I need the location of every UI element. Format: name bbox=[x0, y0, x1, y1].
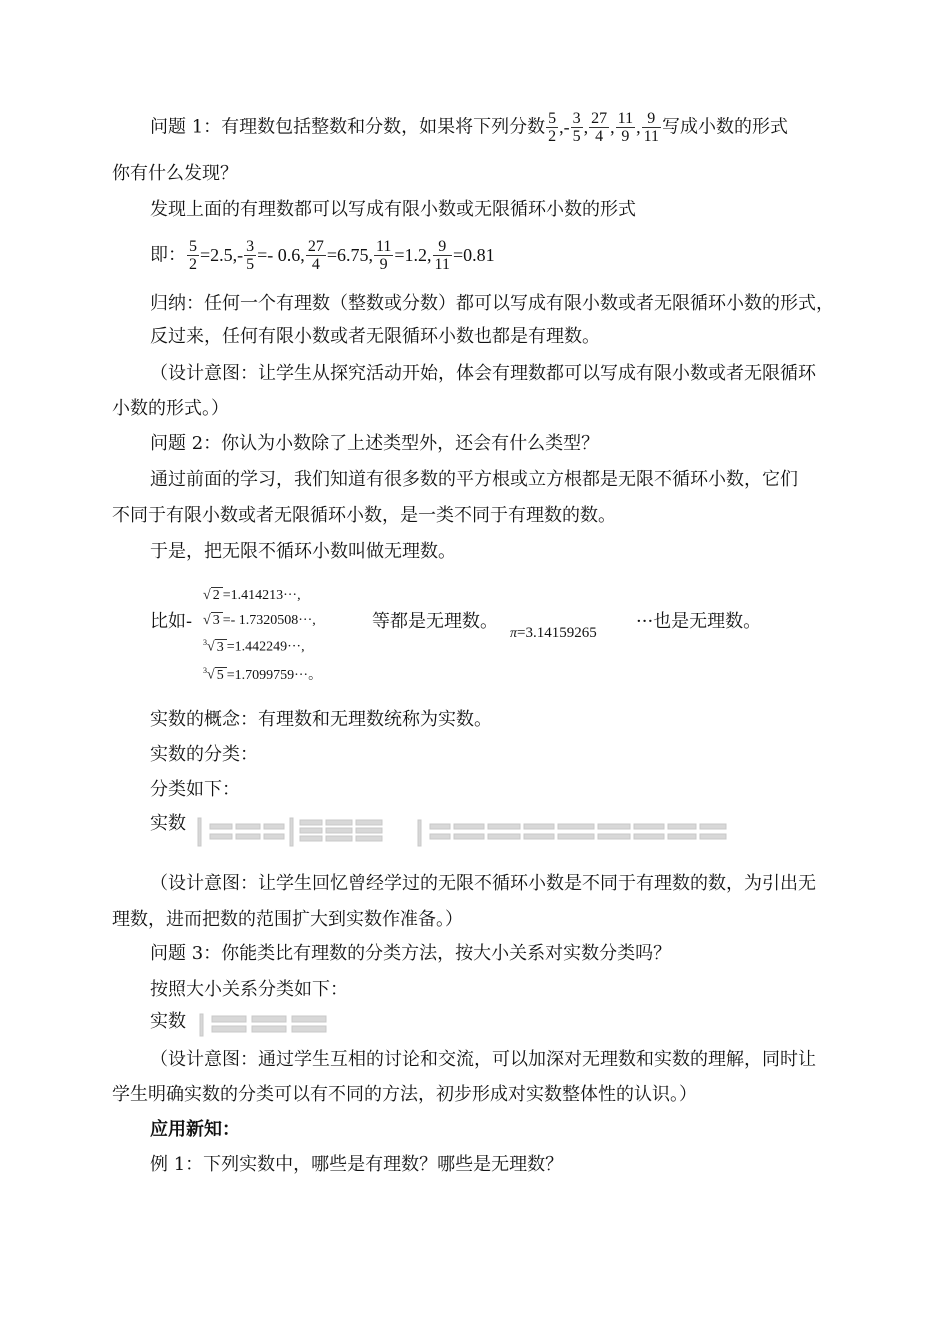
question-2: 问题 2：你认为小数除了上述类型外，还会有什么类型？ bbox=[150, 433, 600, 454]
decimal-value: =1.2, bbox=[394, 244, 432, 265]
sqrt2-example bbox=[203, 588, 301, 604]
cbrt5-value: =1.7099759···。 bbox=[226, 668, 323, 683]
real-label-2: 实数 bbox=[150, 1011, 186, 1032]
fraction-numerator: 3 bbox=[246, 238, 255, 255]
irrational-definition: 于是，把无限不循环小数叫做无理数。 bbox=[150, 541, 456, 562]
fraction-numerator: 11 bbox=[617, 110, 634, 127]
fraction-denominator: 9 bbox=[379, 256, 388, 273]
fraction-denominator: 2 bbox=[548, 128, 557, 145]
fraction bbox=[244, 238, 256, 273]
sqrt-symbol: √ 2 bbox=[203, 588, 223, 604]
sqrt3-value: =- 1.7320508···, bbox=[222, 613, 316, 628]
pi-value: =3.14159265 bbox=[517, 625, 597, 641]
design-intent-1-line-1: （设计意图：让学生从探究活动开始，体会有理数都可以写成有限小数或者无限循环 bbox=[150, 363, 816, 384]
classification-below: 分类如下： bbox=[150, 779, 240, 800]
question-3: 问题 3：你能类比有理数的分类方法，按大小关系对实数分类吗？ bbox=[150, 943, 672, 964]
summary-line-1: 归纳：任何一个有理数（整数或分数）都可以写成有限小数或者无限循环小数的形式， bbox=[150, 293, 834, 314]
fraction bbox=[546, 110, 558, 145]
question-1-line bbox=[150, 110, 788, 145]
pi-example bbox=[510, 625, 597, 642]
design-intent-1-line-2: 小数的形式。） bbox=[112, 398, 229, 419]
fraction bbox=[433, 238, 452, 273]
design-intent-3-line-2: 学生明确实数的分类可以有不同的方法，初步形成对实数整体性的认识。） bbox=[112, 1084, 697, 1105]
fraction-denominator: 11 bbox=[643, 128, 659, 145]
cbrt5-example bbox=[203, 664, 322, 684]
fraction-numerator: 5 bbox=[189, 238, 197, 255]
design-intent-3-line-1: （设计意图：通过学生互相的讨论和交流，可以加深对无理数和实数的理解，同时让 bbox=[150, 1049, 816, 1070]
question-1-tail: 写成小数的形式 bbox=[661, 116, 788, 138]
fraction-separator: ,- bbox=[559, 116, 570, 137]
cube-root-symbol: $^3$√ 3 bbox=[203, 638, 227, 656]
real-label-1: 实数 bbox=[150, 813, 186, 834]
decimal-value: =- 0.6, bbox=[257, 244, 305, 265]
fraction-denominator: 5 bbox=[572, 128, 581, 145]
decimal-value: =6.75, bbox=[326, 244, 373, 265]
equations-lead: 即： bbox=[150, 244, 186, 266]
fraction-numerator: 11 bbox=[375, 238, 392, 255]
fraction-separator: , bbox=[636, 116, 641, 137]
fraction-denominator: 4 bbox=[595, 128, 604, 145]
decimal-equations bbox=[150, 238, 495, 273]
apply-new-knowledge-heading: 应用新知： bbox=[150, 1119, 240, 1140]
decimal-value: =2.5,- bbox=[200, 244, 244, 265]
fraction bbox=[374, 238, 393, 273]
fraction bbox=[187, 238, 199, 273]
real-number-concept: 实数的概念：有理数和无理数统称为实数。 bbox=[150, 709, 492, 730]
fraction-numerator: 27 bbox=[591, 110, 608, 127]
fraction bbox=[616, 110, 635, 145]
fraction-separator: , bbox=[583, 116, 589, 137]
fraction-numerator: 5 bbox=[548, 110, 557, 127]
by-size-classification: 按照大小关系分类如下： bbox=[150, 979, 348, 1000]
sqrt2-value: =1.414213···, bbox=[222, 588, 301, 603]
finding-text: 发现上面的有理数都可以写成有限小数或无限循环小数的形式 bbox=[150, 199, 636, 220]
fraction bbox=[571, 110, 583, 145]
design-intent-2-line-1: （设计意图：让学生回忆曾经学过的无限不循环小数是不同于有理数的数，为引出无 bbox=[150, 873, 816, 894]
pi-tail: ···也是无理数。 bbox=[636, 611, 762, 632]
equation-list bbox=[186, 238, 495, 273]
fraction-denominator: 2 bbox=[189, 256, 197, 273]
fraction-denominator: 4 bbox=[311, 256, 320, 273]
decimal-value: =0.81 bbox=[452, 244, 495, 265]
sqrt3-example bbox=[203, 613, 316, 629]
fraction bbox=[589, 110, 609, 145]
design-intent-2-line-2: 理数，进而把数的范围扩大到实数作准备。） bbox=[112, 909, 463, 930]
fraction bbox=[306, 238, 326, 273]
fraction bbox=[642, 110, 661, 145]
fraction-numerator: 3 bbox=[572, 110, 581, 127]
cbrt3-example bbox=[203, 638, 305, 656]
summary-line-2: 反过来，任何有限小数或者无限循环小数也都是有理数。 bbox=[150, 326, 600, 347]
fraction-separator: , bbox=[610, 116, 615, 137]
fraction-list bbox=[545, 110, 662, 145]
cbrt3-value: =1.442249···, bbox=[226, 639, 305, 655]
classification-diagram-image bbox=[196, 812, 756, 852]
pi-symbol: π bbox=[510, 626, 518, 641]
question-1-lead: 问题 1：有理数包括整数和分数，如果将下列分数 bbox=[150, 116, 546, 138]
fraction-numerator: 9 bbox=[433, 238, 452, 256]
fraction-denominator: 5 bbox=[246, 256, 255, 273]
study-line-2: 不同于有限小数或者无限循环小数，是一类不同于有理数的数。 bbox=[112, 505, 616, 526]
example-1: 例 1：下列实数中，哪些是有理数？哪些是无理数？ bbox=[150, 1154, 564, 1175]
question-1-line-2: 你有什么发现？ bbox=[112, 163, 238, 184]
examples-lead: 比如- bbox=[150, 611, 193, 632]
study-line-1: 通过前面的学习，我们知道有很多数的平方根或立方根都是无限不循环小数，它们 bbox=[150, 469, 798, 490]
fraction-denominator: 9 bbox=[621, 128, 630, 145]
sqrt-symbol: √ 3 bbox=[203, 613, 223, 629]
fraction-denominator: 11 bbox=[434, 256, 450, 273]
size-classification-image bbox=[196, 1010, 336, 1040]
real-number-classification: 实数的分类： bbox=[150, 744, 258, 765]
fraction-numerator: 27 bbox=[307, 238, 324, 255]
cube-root-symbol: $^3$√ 5 bbox=[203, 666, 227, 684]
examples-tail: 等都是无理数。 bbox=[372, 611, 498, 632]
fraction-numerator: 9 bbox=[642, 110, 661, 128]
